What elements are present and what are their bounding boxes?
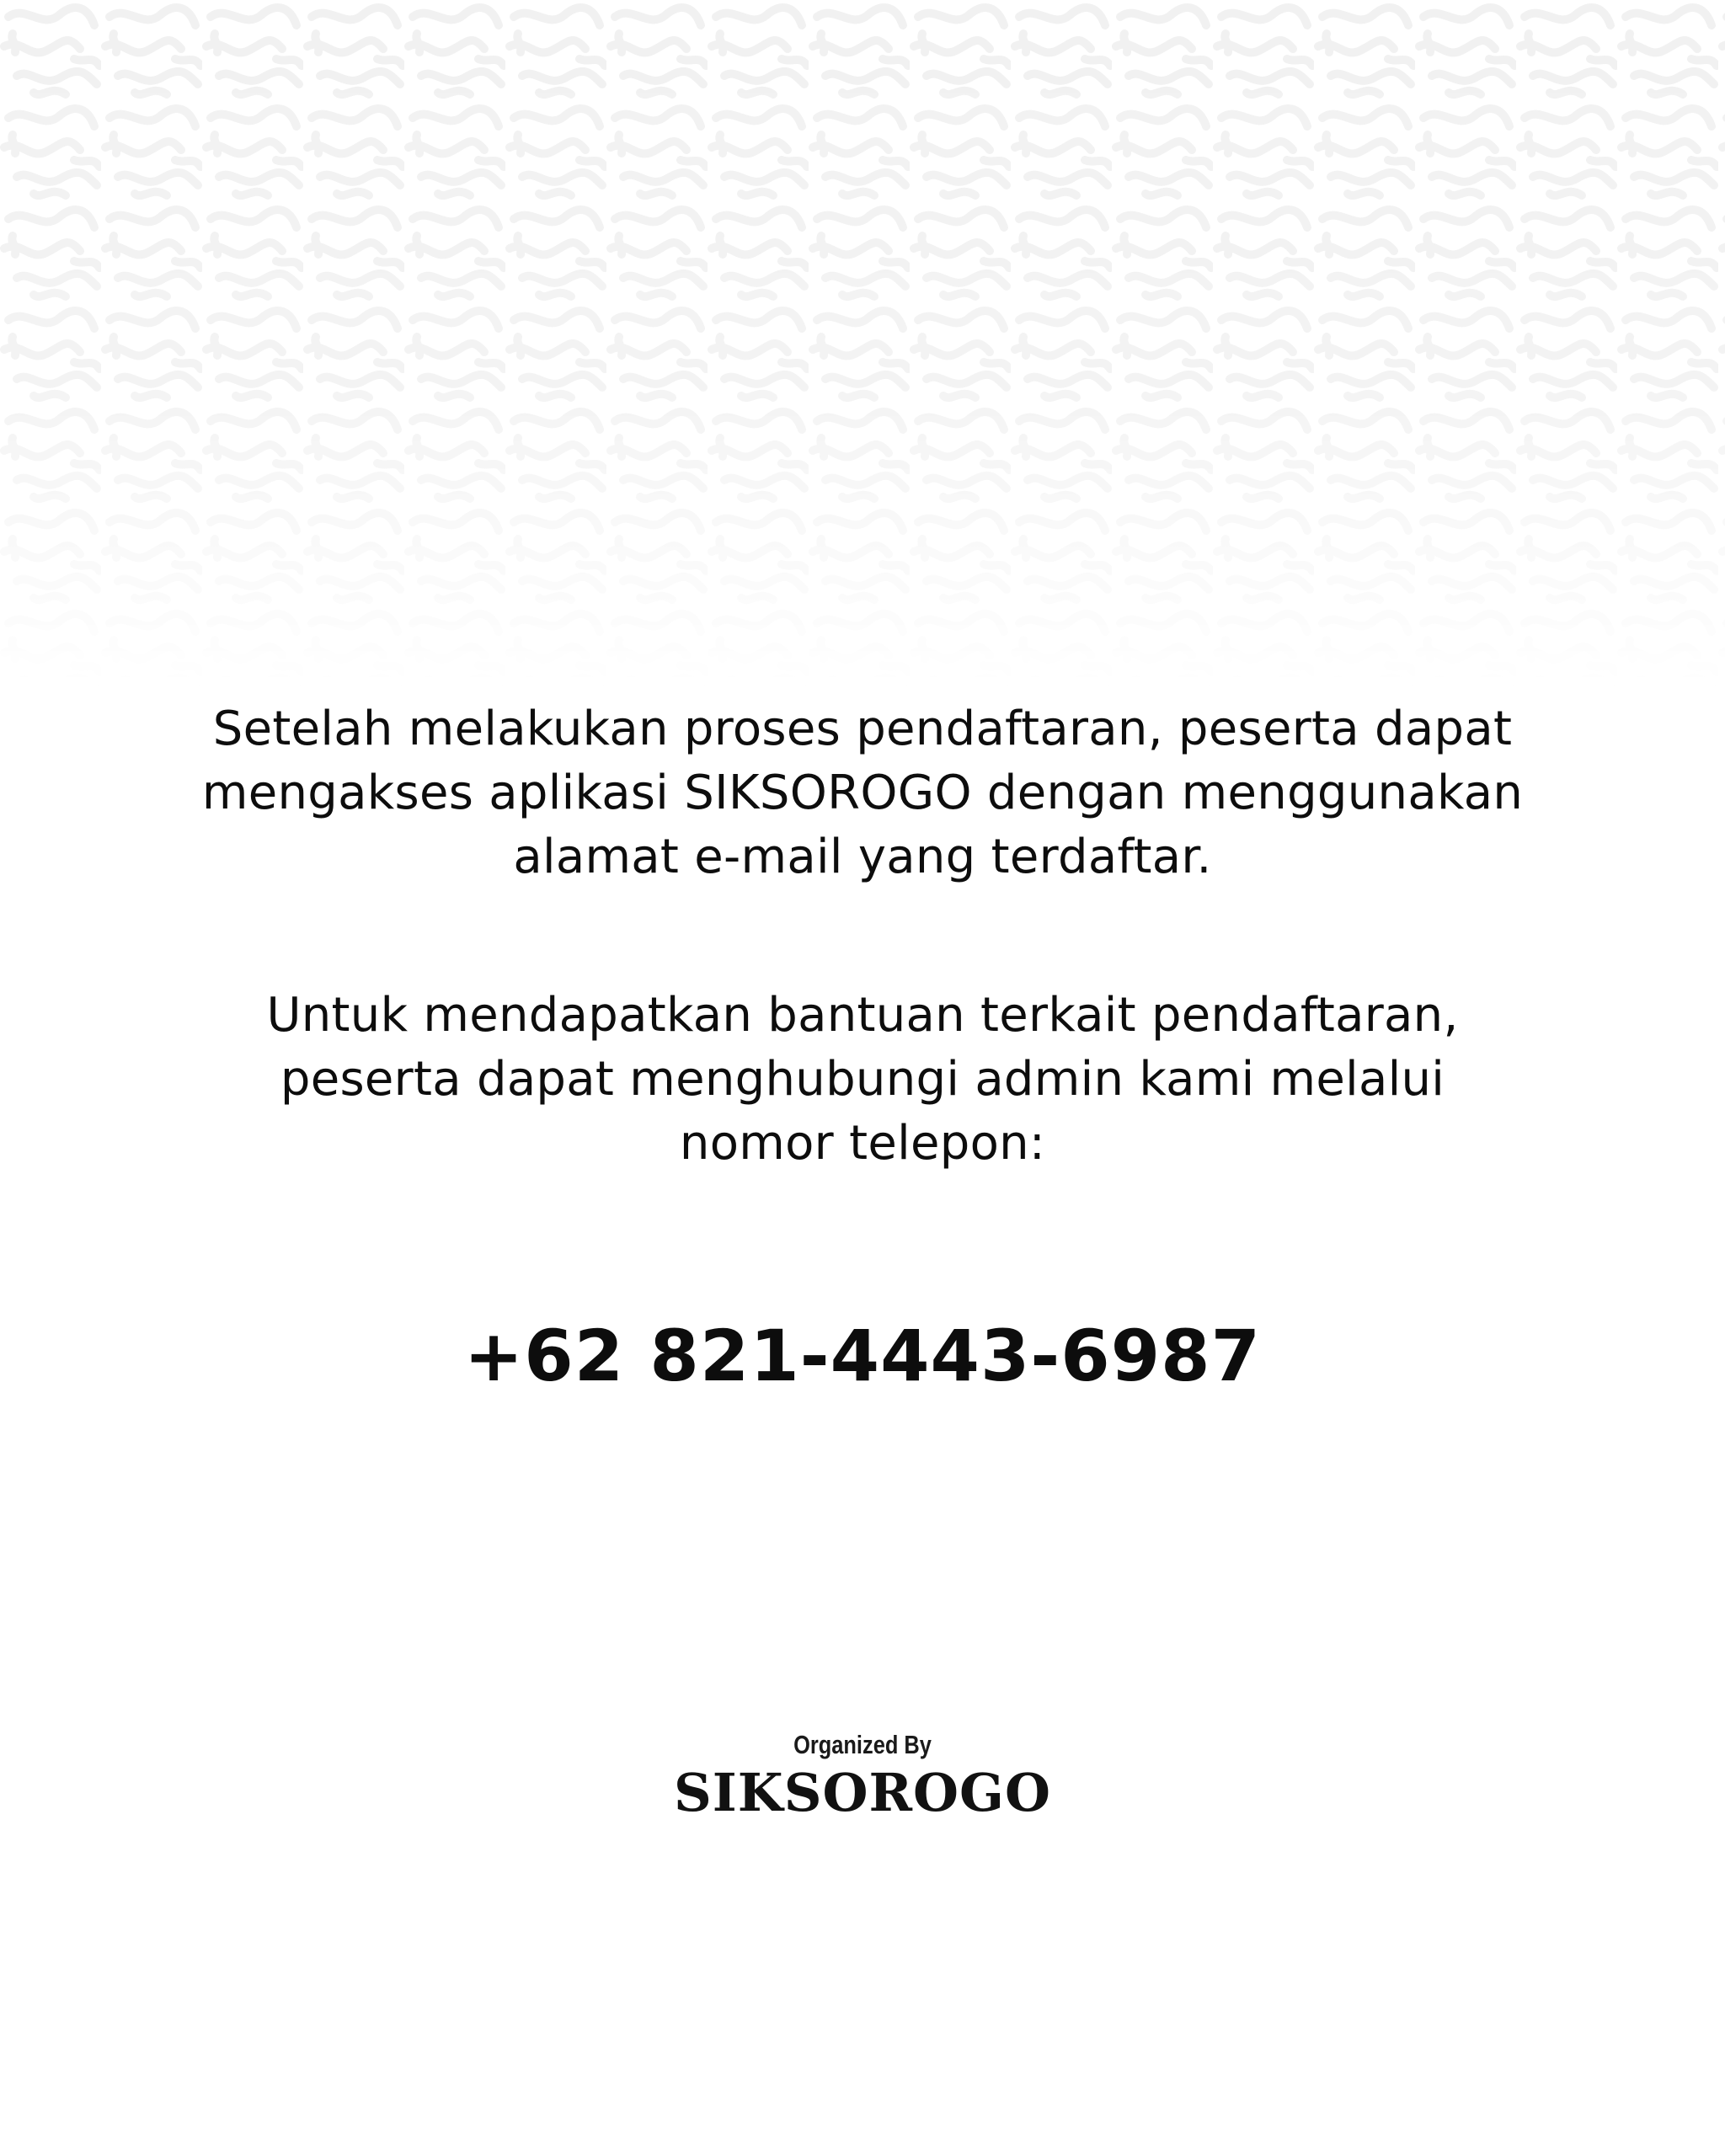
background-pattern [0, 0, 1725, 691]
help-paragraph [0, 984, 1725, 1176]
help-line: Untuk mendapatkan bantuan terkait pendaftaran, [266, 988, 1459, 1043]
organizer-logo [0, 1728, 1725, 1824]
organizer-name: SIKSOROGO [674, 1762, 1051, 1823]
organizer-label: Organized By [793, 1730, 932, 1759]
intro-line: Setelah melakukan proses pendaftaran, peserta dapat [212, 702, 1513, 756]
intro-line: alamat e-mail yang terdaftar. [513, 830, 1212, 884]
phone-number: +62 821-4443-6987 [463, 1315, 1262, 1397]
intro-line: mengakses aplikasi SIKSOROGO dengan menggunakan [201, 766, 1524, 820]
help-line: peserta dapat menghubungi admin kami melalui [280, 1052, 1445, 1107]
help-line: nomor telepon: [679, 1116, 1046, 1171]
intro-paragraph [0, 697, 1725, 889]
